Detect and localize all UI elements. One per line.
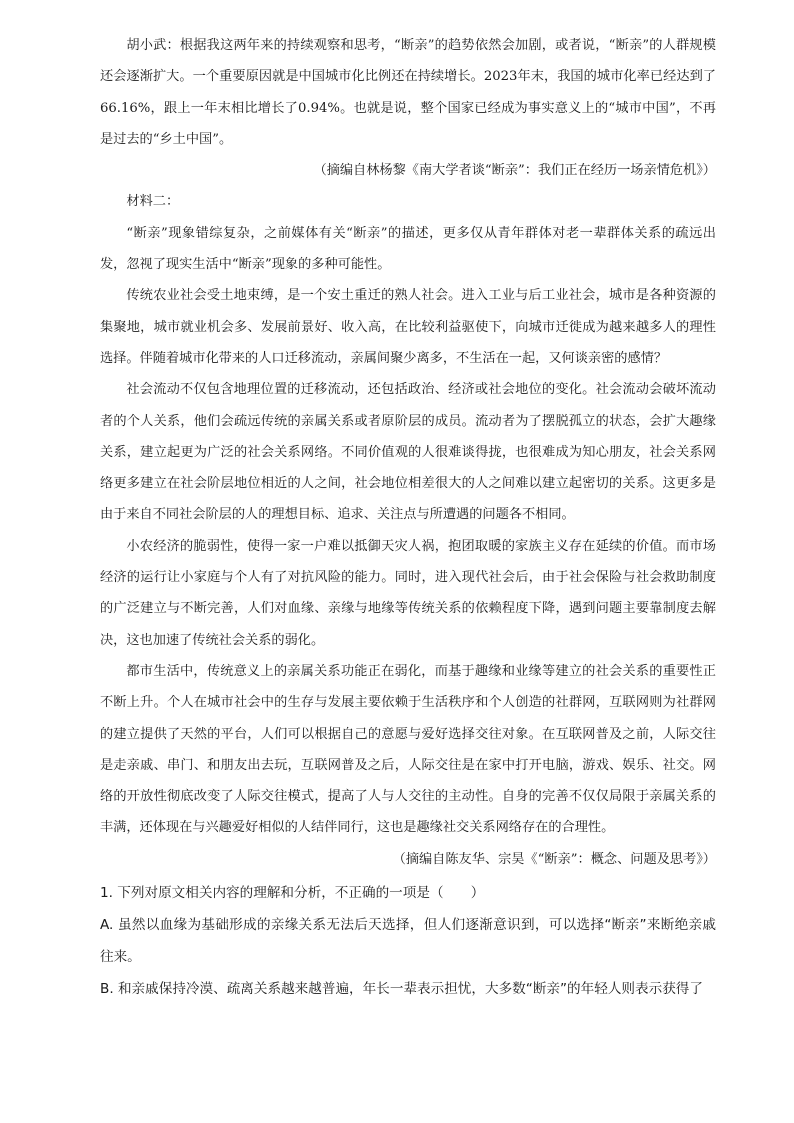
question-1-stem: 1. 下列对原文相关内容的理解和分析，不正确的一项是（ ） <box>100 885 485 902</box>
paragraph-m2-5: 都市生活中，传统意义上的亲属关系功能正在弱化，而基于趣缘和业缘等建立的社会关系的重要性正不断上升。个人在城市社会中的生存与发展主要依赖于生活秩序和个人创造的社群网，互联网则为社群网的建立提供了天然的平台，人们可以根据自己的意愿与爱好选择交往对象。在互联网普及之前，人际交往是走亲戚、串门、和朋友出去玩，互联网普及之后，人际交往是在家中打开电脑，游戏、娱乐、社交。网络的开放性彻底改变了人际交往模式，提高了人与人交往的主动性。自身的完善不仅仅局限于亲属关系的丰满，还体现在与兴趣爱好相似的人结伴同行，这也是趣缘社交关系网络存在的合理性。 <box>100 663 716 836</box>
material-two-label: 材料二： <box>126 194 180 210</box>
paragraph-m2-2: 传统农业社会受土地束缚，是一个安土重迁的熟人社会。进入工业与后工业社会，城市是各种资源的集聚地，城市就业机会多、发展前景好、收入高，在比较利益驱使下，向城市迁徙成为越来越多人的理性选择。伴随着城市化带来的人口迁移流动，亲属间聚少离多，不生活在一起，又何谈亲密的感情？ <box>100 288 716 366</box>
question-1-option-b: B. 和亲戚保持冷漠、疏离关系越来越普遍，年长一辈表示担忧，大多数“断亲”的年轻人则表示获得了 <box>100 981 703 998</box>
paragraph-m2-4: 小农经济的脆弱性，使得一家一户难以抵御天灾人祸，抱团取暖的家族主义存在延续的价值。而市场经济的运行让小家庭与个人有了对抗风险的能力。同时，进入现代社会后，由于社会保险与社会救助制度的广泛建立与不断完善，人们对血缘、亲缘与地缘等传统关系的依赖程度下降，遇到问题主要靠制度去解决，这也加速了传统社会关系的弱化。 <box>100 538 716 648</box>
paragraph-m2-1: “断亲”现象错综复杂，之前媒体有关“断亲”的描述，更多仅从青年群体对老一辈群体关系的疏远出发，忽视了现实生活中“断亲”现象的多种可能性。 <box>100 225 716 273</box>
source-citation-1: （摘编自林杨黎《南大学者谈“断亲”：我们正在经历一场亲情危机》） <box>313 163 716 179</box>
document-content <box>100 30 716 1005</box>
question-1-option-a: A. 虽然以血缘为基础形成的亲缘关系无法后天选择，但人们逐渐意识到，可以选择“断亲”来断绝亲戚往来。 <box>100 917 716 966</box>
paragraph-hu-xiaowu: 胡小武：根据我这两年来的持续观察和思考，“断亲”的趋势依然会加剧，或者说，“断亲”的人群规模还会逐渐扩大。一个重要原因就是中国城市化比例还在持续增长。2023年末，我国的城市化率已经达到了66.16%，跟上一年末相比增长了0.94%。也就是说，整个国家已经成为事实意义上的“城市中国”，不再是过去的“乡土中国”。 <box>100 38 716 147</box>
paragraph-m2-3: 社会流动不仅包含地理位置的迁移流动，还包括政治、经济或社会地位的变化。社会流动会破坏流动者的个人关系，他们会疏远传统的亲属关系或者原阶层的成员。流动者为了摆脱孤立的状态，会扩大趣缘关系，建立起更为广泛的社会关系网络。不同价值观的人很难谈得拢，也很难成为知心朋友，社会关系网络更多建立在社会阶层地位相近的人之间，社会地位相差很大的人之间难以建立起密切的关系。这更多是由于来自不同社会阶层的人的理想目标、追求、关注点与所遭遇的问题各不相同。 <box>100 382 716 523</box>
source-citation-2: （摘编自陈友华、宗昊《“断亲”：概念、问题及思考》） <box>392 851 716 867</box>
